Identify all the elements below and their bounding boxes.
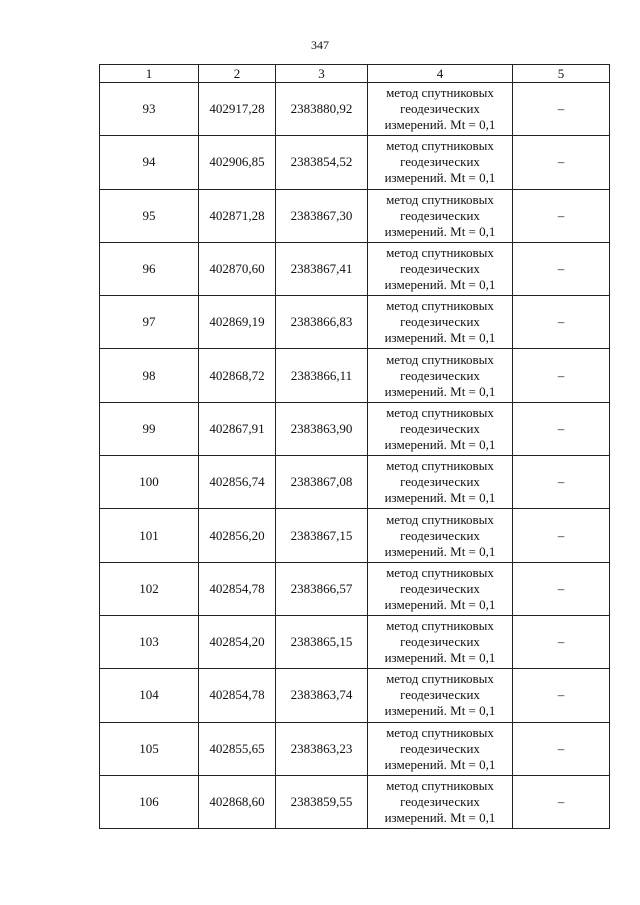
- method-description: [368, 615, 513, 668]
- coordinate-x: 402867,91: [199, 402, 276, 455]
- point-number: 101: [100, 509, 199, 562]
- note-dash: –: [513, 775, 610, 828]
- method-line: метод спутниковых: [386, 351, 494, 367]
- method-description: [368, 509, 513, 562]
- coordinate-x: 402855,65: [199, 722, 276, 775]
- coordinate-y: 2383880,92: [276, 83, 368, 136]
- table-row: [100, 136, 610, 189]
- method-line: метод спутниковых: [386, 298, 494, 314]
- coordinate-y: 2383867,15: [276, 509, 368, 562]
- table-row: [100, 722, 610, 775]
- method-line: геодезических: [400, 687, 480, 703]
- coordinate-y: 2383866,11: [276, 349, 368, 402]
- method-line: геодезических: [400, 207, 480, 223]
- note-dash: –: [513, 562, 610, 615]
- note-dash: –: [513, 189, 610, 242]
- method-line: измерений. Mt = 0,1: [384, 810, 496, 825]
- table-row: [100, 615, 610, 668]
- point-number: 93: [100, 83, 199, 136]
- note-dash: –: [513, 136, 610, 189]
- method-line: измерений. Mt = 0,1: [384, 436, 496, 452]
- note-dash: –: [513, 296, 610, 349]
- coordinate-y: 2383863,90: [276, 402, 368, 455]
- method-line: измерений. Mt = 0,1: [384, 277, 496, 293]
- point-number: 103: [100, 615, 199, 668]
- page-number: 347: [311, 38, 329, 52]
- note-dash: –: [513, 456, 610, 509]
- method-description: [368, 349, 513, 402]
- method-line: геодезических: [400, 261, 480, 277]
- method-line: геодезических: [400, 794, 480, 809]
- header-col-1: 1: [100, 65, 199, 83]
- table-row: [100, 402, 610, 455]
- coordinate-y: 2383859,55: [276, 775, 368, 828]
- header-col-3: 3: [276, 65, 368, 83]
- header-col-5: 5: [513, 65, 610, 83]
- note-dash: –: [513, 242, 610, 295]
- method-line: метод спутниковых: [386, 404, 494, 420]
- method-line: метод спутниковых: [386, 191, 494, 207]
- coordinate-x: 402869,19: [199, 296, 276, 349]
- coordinate-x: 402856,74: [199, 456, 276, 509]
- method-line: метод спутниковых: [386, 85, 494, 101]
- method-line: метод спутниковых: [386, 245, 494, 261]
- method-description: [368, 402, 513, 455]
- method-line: метод спутниковых: [386, 724, 494, 740]
- method-line: геодезических: [400, 527, 480, 543]
- method-line: геодезических: [400, 580, 480, 596]
- note-dash: –: [513, 722, 610, 775]
- point-number: 96: [100, 242, 199, 295]
- method-line: измерений. Mt = 0,1: [384, 756, 496, 772]
- table-row: [100, 349, 610, 402]
- method-description: [368, 669, 513, 722]
- method-line: метод спутниковых: [386, 778, 494, 793]
- note-dash: –: [513, 349, 610, 402]
- point-number: 99: [100, 402, 199, 455]
- method-line: измерений. Mt = 0,1: [384, 543, 496, 559]
- coordinate-y: 2383865,15: [276, 615, 368, 668]
- point-number: 104: [100, 669, 199, 722]
- coordinate-y: 2383863,23: [276, 722, 368, 775]
- table-row: [100, 562, 610, 615]
- point-number: 106: [100, 775, 199, 828]
- method-line: геодезических: [400, 740, 480, 756]
- method-line: метод спутниковых: [386, 618, 494, 634]
- table-row: [100, 669, 610, 722]
- coordinate-x: 402917,28: [199, 83, 276, 136]
- method-description: [368, 83, 513, 136]
- method-description: [368, 189, 513, 242]
- point-number: 100: [100, 456, 199, 509]
- method-description: [368, 136, 513, 189]
- coordinates-table: [99, 64, 610, 829]
- method-line: геодезических: [400, 367, 480, 383]
- coordinate-y: 2383863,74: [276, 669, 368, 722]
- coordinate-y: 2383866,83: [276, 296, 368, 349]
- coordinate-y: 2383867,41: [276, 242, 368, 295]
- method-line: геодезических: [400, 154, 480, 170]
- method-description: [368, 242, 513, 295]
- method-line: измерений. Mt = 0,1: [384, 330, 496, 346]
- method-line: метод спутниковых: [386, 564, 494, 580]
- coordinate-x: 402868,72: [199, 349, 276, 402]
- table-row: [100, 242, 610, 295]
- method-line: геодезических: [400, 634, 480, 650]
- table-body: [100, 83, 610, 829]
- table-row: [100, 775, 610, 828]
- coordinate-y: 2383866,57: [276, 562, 368, 615]
- method-line: геодезических: [400, 314, 480, 330]
- method-line: геодезических: [400, 420, 480, 436]
- method-line: измерений. Mt = 0,1: [384, 383, 496, 399]
- method-line: измерений. Mt = 0,1: [384, 117, 496, 133]
- method-line: измерений. Mt = 0,1: [384, 596, 496, 612]
- method-line: метод спутниковых: [386, 138, 494, 154]
- table-row: [100, 296, 610, 349]
- coordinate-x: 402870,60: [199, 242, 276, 295]
- method-description: [368, 562, 513, 615]
- point-number: 95: [100, 189, 199, 242]
- coordinate-x: 402854,78: [199, 669, 276, 722]
- header-col-2: 2: [199, 65, 276, 83]
- method-description: [368, 456, 513, 509]
- method-description: [368, 722, 513, 775]
- method-line: измерений. Mt = 0,1: [384, 223, 496, 239]
- header-col-4: 4: [368, 65, 513, 83]
- method-description: [368, 775, 513, 828]
- note-dash: –: [513, 615, 610, 668]
- method-line: измерений. Mt = 0,1: [384, 490, 496, 506]
- note-dash: –: [513, 669, 610, 722]
- table-row: [100, 189, 610, 242]
- point-number: 105: [100, 722, 199, 775]
- coordinate-x: 402854,20: [199, 615, 276, 668]
- method-line: измерений. Mt = 0,1: [384, 650, 496, 666]
- method-line: метод спутниковых: [386, 511, 494, 527]
- table-header: [100, 65, 610, 83]
- table-row: [100, 456, 610, 509]
- point-number: 98: [100, 349, 199, 402]
- note-dash: –: [513, 83, 610, 136]
- method-line: измерений. Mt = 0,1: [384, 703, 496, 719]
- method-line: метод спутниковых: [386, 671, 494, 687]
- note-dash: –: [513, 402, 610, 455]
- coordinate-x: 402906,85: [199, 136, 276, 189]
- point-number: 102: [100, 562, 199, 615]
- header-row: [100, 65, 610, 83]
- table-row: [100, 509, 610, 562]
- method-line: геодезических: [400, 474, 480, 490]
- coordinate-x: 402854,78: [199, 562, 276, 615]
- coordinate-x: 402856,20: [199, 509, 276, 562]
- coordinate-x: 402871,28: [199, 189, 276, 242]
- coordinate-y: 2383867,30: [276, 189, 368, 242]
- method-line: измерений. Mt = 0,1: [384, 170, 496, 186]
- note-dash: –: [513, 509, 610, 562]
- table-row: [100, 83, 610, 136]
- coordinate-y: 2383854,52: [276, 136, 368, 189]
- method-line: геодезических: [400, 101, 480, 117]
- coordinate-x: 402868,60: [199, 775, 276, 828]
- method-description: [368, 296, 513, 349]
- coordinate-y: 2383867,08: [276, 456, 368, 509]
- point-number: 97: [100, 296, 199, 349]
- point-number: 94: [100, 136, 199, 189]
- method-line: метод спутниковых: [386, 458, 494, 474]
